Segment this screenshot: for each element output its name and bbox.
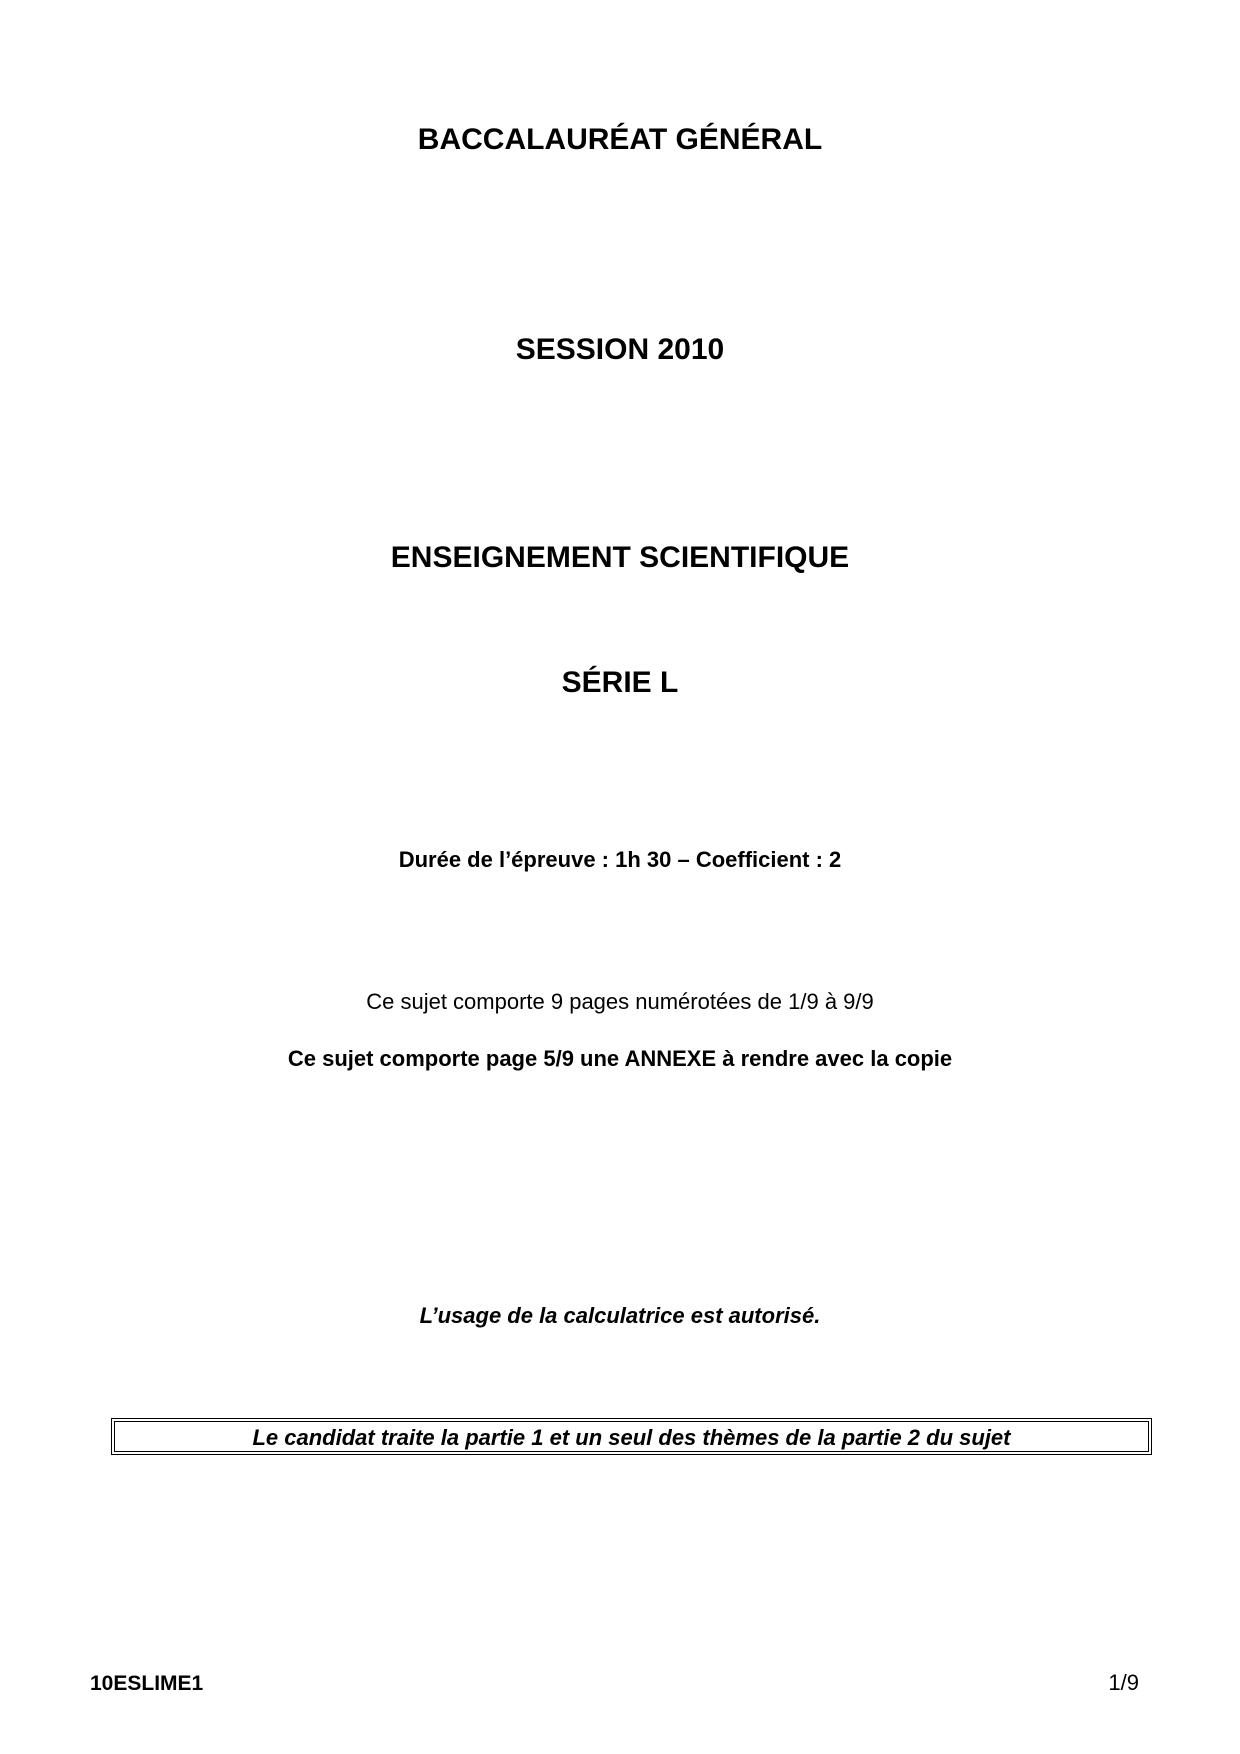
- pages-note: Ce sujet comporte 9 pages numérotées de 1/9 à 9/9: [366, 989, 874, 1014]
- duration-coefficient: Durée de l’épreuve : 1h 30 – Coefficient : 2: [398, 847, 842, 872]
- serie-heading: SÉRIE L: [561, 666, 679, 699]
- instruction-text: Le candidat traite la partie 1 et un seul des thèmes de la partie 2 du sujet: [252, 1424, 1011, 1450]
- exam-code: 10ESLIME1: [90, 1672, 204, 1695]
- calculator-note: L’usage de la calculatrice est autorisé.: [419, 1303, 821, 1328]
- instruction-box: [111, 1418, 1152, 1455]
- annexe-note: Ce sujet comporte page 5/9 une ANNEXE à rendre avec la copie: [287, 1046, 953, 1071]
- page-number: 1/9: [1108, 1670, 1139, 1695]
- session-heading: SESSION 2010: [515, 333, 725, 366]
- subject-heading: ENSEIGNEMENT SCIENTIFIQUE: [390, 541, 850, 574]
- exam-title: BACCALAURÉAT GÉNÉRAL: [417, 123, 823, 156]
